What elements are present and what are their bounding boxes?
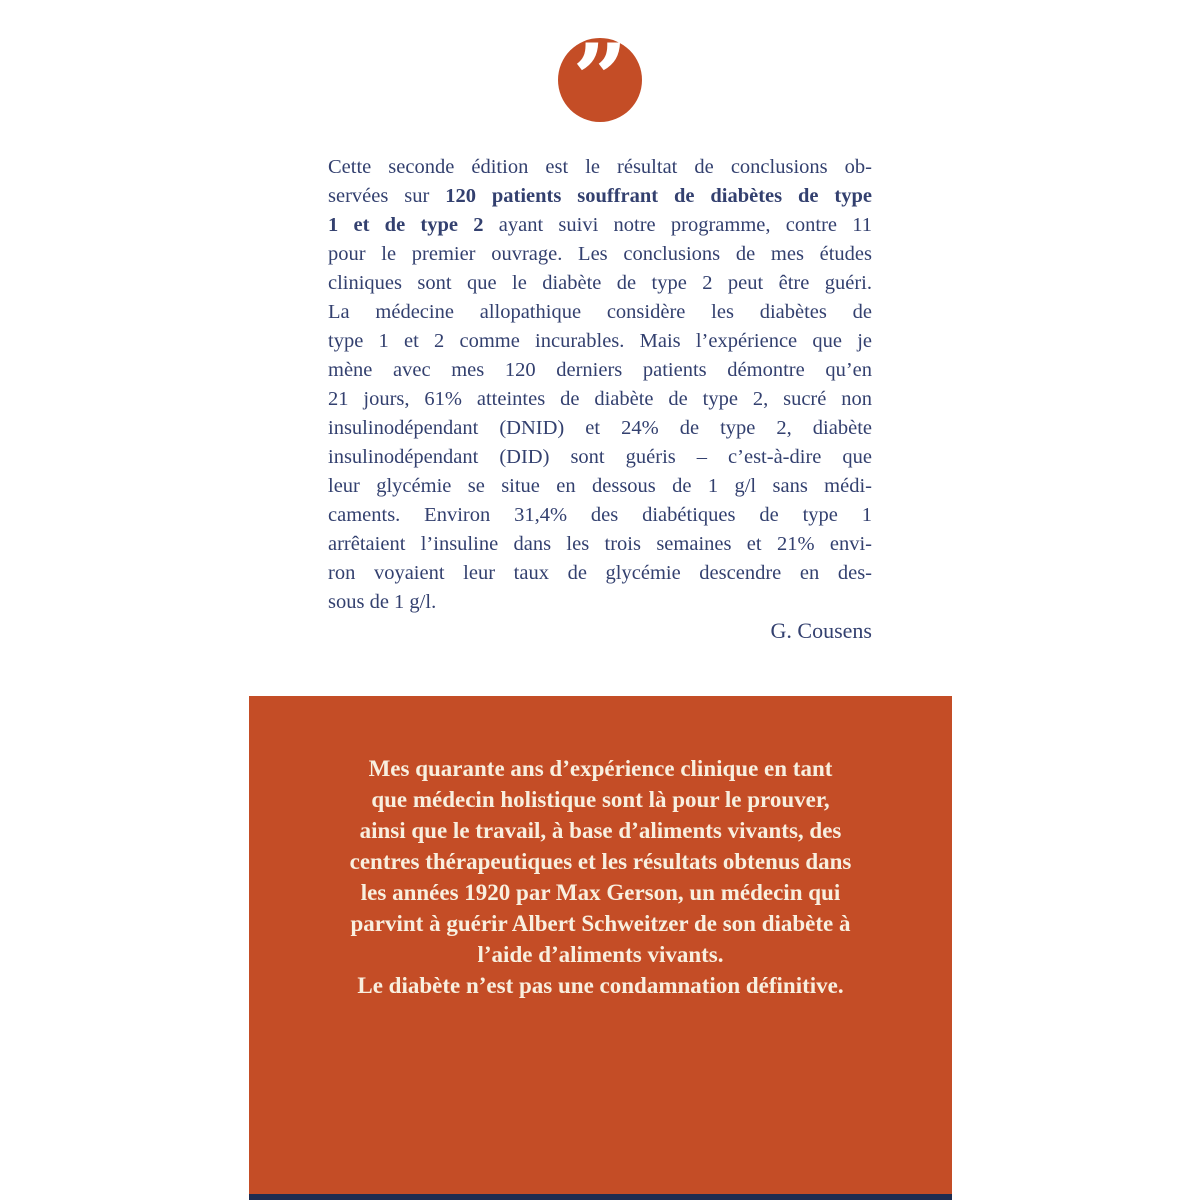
highlight-line: que médecin holistique sont là pour le prouver, (371, 787, 830, 812)
highlight-line: Le diabète n’est pas une condamnation définitive. (357, 973, 844, 998)
quote-paragraph (328, 153, 872, 617)
quote-line: mène avec mes 120 derniers patients démontre qu’en (328, 359, 872, 381)
highlight-line: l’aide d’aliments vivants. (477, 942, 724, 967)
quote-line: ron voyaient leur taux de glycémie descendre en des- (328, 562, 872, 584)
quote-line: caments. Environ 31,4% des diabétiques de type 1 (328, 504, 872, 526)
highlight-line: Mes quarante ans d’expérience clinique en tant (368, 756, 833, 781)
quote-line: sous de 1 g/l. (328, 591, 437, 613)
quote-line: La médecine allopathique considère les diabètes de (328, 301, 872, 323)
quote-line: servées sur 120 patients souffrant de diabètes de type (328, 185, 872, 207)
quote-line: arrêtaient l’insuline dans les trois semaines et 21% envi- (328, 533, 872, 555)
quote-line: leur glycémie se situe en dessous de 1 g/l sans médi- (328, 475, 872, 497)
footer-navy-strip (249, 1194, 952, 1200)
quote-attribution: G. Cousens (770, 618, 872, 643)
highlight-line: centres thérapeutiques et les résultats obtenus dans (349, 849, 852, 874)
quote-line: cliniques sont que le diabète de type 2 peut être guéri. (328, 272, 872, 294)
highlight-paragraph (249, 696, 952, 1001)
highlight-line: ainsi que le travail, à base d’aliments vivants, des (359, 818, 842, 843)
quote-line: 21 jours, 61% atteintes de diabète de type 2, sucré non (328, 388, 872, 410)
quote-line: pour le premier ouvrage. Les conclusions de mes études (328, 243, 872, 265)
quote-line: insulinodépendant (DID) sont guéris – c’est-à-dire que (328, 446, 872, 468)
quote-line: 1 et de type 2 ayant suivi notre programme, contre 11 (328, 214, 872, 236)
quote-line: insulinodépendant (DNID) et 24% de type 2, diabète (328, 417, 872, 439)
quote-line: type 1 et 2 comme incurables. Mais l’expérience que je (328, 330, 872, 352)
highlight-line: les années 1920 par Max Gerson, un médecin qui (360, 880, 841, 905)
quote-badge: ” (558, 38, 642, 122)
quote-line: Cette seconde édition est le résultat de conclusions ob- (328, 156, 872, 178)
highlight-box (249, 696, 952, 1200)
highlight-line: parvint à guérir Albert Schweitzer de son diabète à (350, 911, 851, 936)
